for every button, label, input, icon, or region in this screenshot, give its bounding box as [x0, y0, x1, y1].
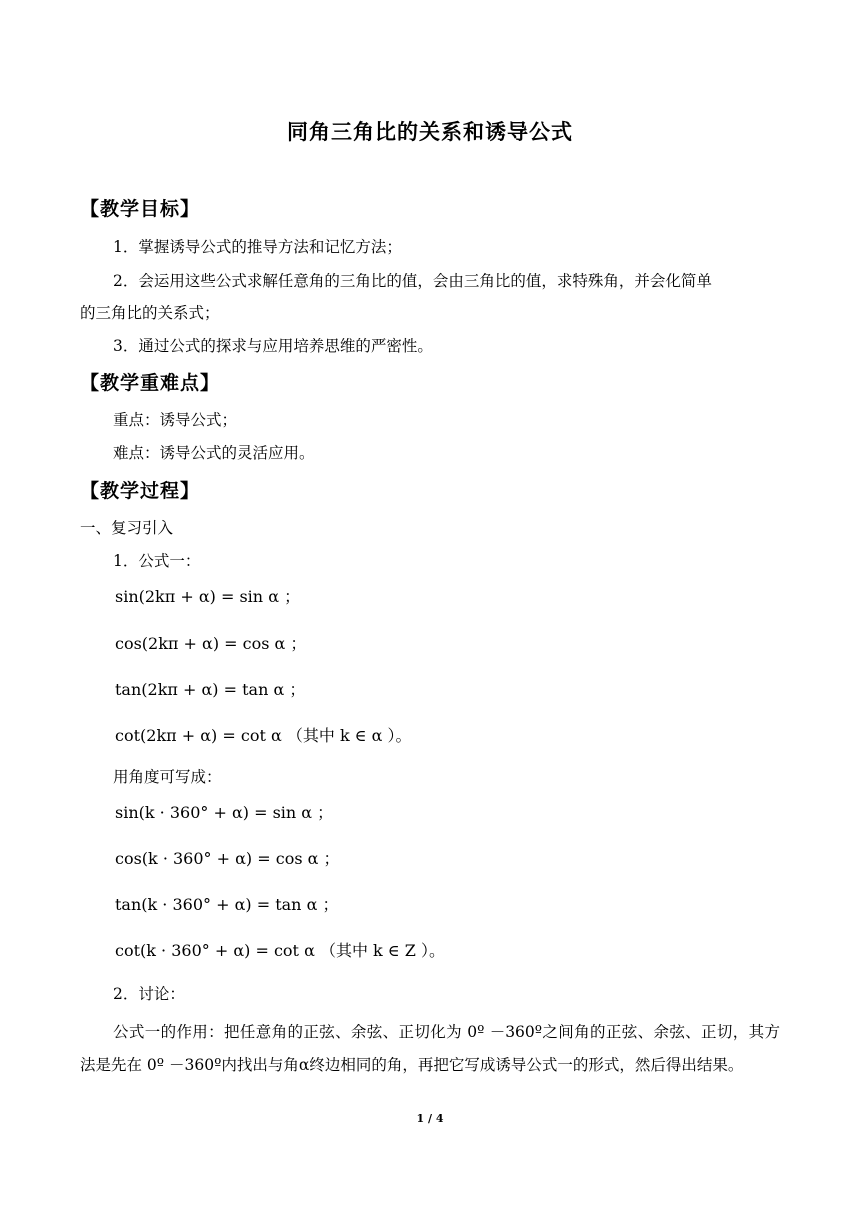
formula-cos-radian: cos(2kπ + α) = cos α ；: [115, 634, 307, 653]
process-part-title: 一、复习引入: [80, 519, 174, 537]
degree-intro: 用角度可写成：: [113, 768, 222, 786]
objective-item-2: 2．会运用这些公式求解任意角的三角比的值，会由三角比的值，求特殊角，并会化简单: [113, 272, 712, 290]
formula-tan-degree: tan(k · 360° + α) = tan α ；: [115, 895, 339, 914]
objective-item-2-continued: 的三角比的关系式；: [80, 304, 220, 322]
keypoint-difficulty: 难点：诱导公式的灵活应用。: [113, 444, 315, 462]
page-number: 1 / 4: [416, 1112, 444, 1125]
section-heading-keypoints: 【教学重难点】: [80, 372, 221, 394]
formula-sin-radian: sin(2kπ + α) = sin α ；: [115, 587, 301, 606]
keypoint-focus: 重点：诱导公式；: [113, 411, 238, 429]
formula-sin-degree: sin(k · 360° + α) = sin α ；: [115, 803, 334, 822]
formula-cot-degree: cot(k · 360° + α) = cot α （其中 k ∈ Z ）。: [115, 941, 445, 960]
objective-item-3: 3．通过公式的探求与应用培养思维的严密性。: [113, 337, 433, 355]
formula-cos-degree: cos(k · 360° + α) = cos α ；: [115, 849, 340, 868]
objective-item-1: 1．掌握诱导公式的推导方法和记忆方法；: [113, 238, 402, 256]
formula-cot-radian: cot(2kπ + α) = cot α （其中 k ∈ α ）。: [115, 726, 412, 745]
formula-tan-radian: tan(2kπ + α) = tan α ；: [115, 680, 306, 699]
section-heading-process: 【教学过程】: [80, 480, 201, 502]
discussion-label: 2．讨论：: [113, 985, 185, 1003]
section-heading-objectives: 【教学目标】: [80, 198, 201, 220]
discussion-text: 公式一的作用：把任意角的正弦、余弦、正切化为 0º －360º之间角的正弦、余弦、正切，其方法是先在 0º －360º内找出与角α终边相同的角，再把它写成诱导公式一的形式，然后得出结果。: [80, 1023, 780, 1074]
page-title: 同角三角比的关系和诱导公式: [287, 119, 573, 144]
formula-one-label: 1．公式一：: [113, 552, 201, 570]
